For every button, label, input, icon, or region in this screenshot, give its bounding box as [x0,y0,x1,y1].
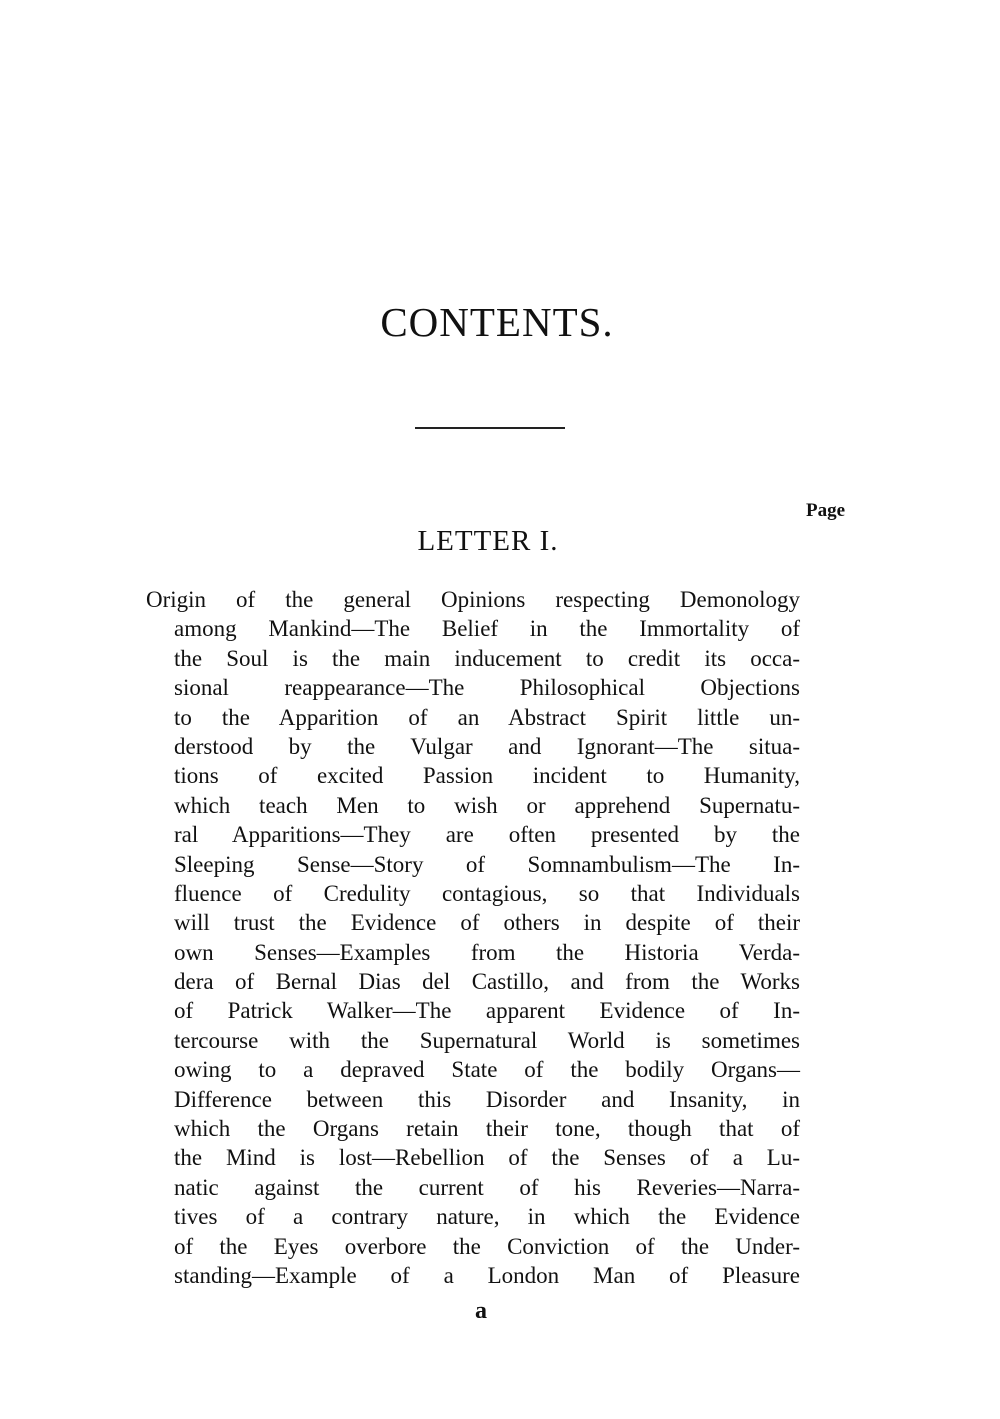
summary-line: of Patrick Walker—The apparent Evidence of In- [174,998,800,1024]
summary-line: the Soul is the main inducement to credit its occa- [174,645,800,671]
summary-line: will trust the Evidence of others in despite of their [174,910,800,936]
summary-line: standing—Example of a London Man of Pleasure [174,1262,800,1288]
summary-line: the Mind is lost—Rebellion of the Senses of a Lu- [174,1145,800,1171]
summary-line: tives of a contrary nature, in which the Evidence [174,1204,800,1230]
contents-title: CONTENTS. [380,299,614,345]
summary-line: sional reappearance—The Philosophical Objections [174,675,800,701]
summary-line: Sleeping Sense—Story of Somnambulism—The In- [174,851,800,877]
summary-line: Difference between this Disorder and Insanity, in [174,1086,800,1112]
title-rule-divider [415,427,565,429]
summary-line: Origin of the general Opinions respecting Demonology [146,587,800,612]
summary-line: which the Organs retain their tone, though that of [174,1116,800,1142]
summary-line: among Mankind—The Belief in the Immortality of [174,616,800,642]
summary-line: tercourse with the Supernatural World is sometimes [174,1027,800,1053]
summary-line: tions of excited Passion incident to Humanity, [174,763,800,789]
summary-line: of the Eyes overbore the Conviction of the Under- [174,1233,800,1259]
summary-line: own Senses—Examples from the Historia Verda- [174,939,800,965]
letter-heading: LETTER I. [417,525,559,557]
summary-line: which teach Men to wish or apprehend Supernatu- [174,792,800,818]
summary-line: ral Apparitions—They are often presented by the [174,822,800,848]
signature-mark: a [475,1298,487,1324]
summary-line: derstood by the Vulgar and Ignorant—The situa- [174,733,800,759]
summary-line: dera of Bernal Dias del Castillo, and from the Works [174,969,800,995]
letter-summary [0,585,1000,1290]
summary-line: fluence of Credulity contagious, so that Individuals [174,880,800,906]
summary-line: owing to a depraved State of the bodily Organs— [174,1057,800,1083]
page-column-label: Page [806,500,846,521]
summary-line: to the Apparition of an Abstract Spirit little un- [174,704,800,730]
summary-line: natic against the current of his Reveries—Narra- [174,1174,800,1200]
